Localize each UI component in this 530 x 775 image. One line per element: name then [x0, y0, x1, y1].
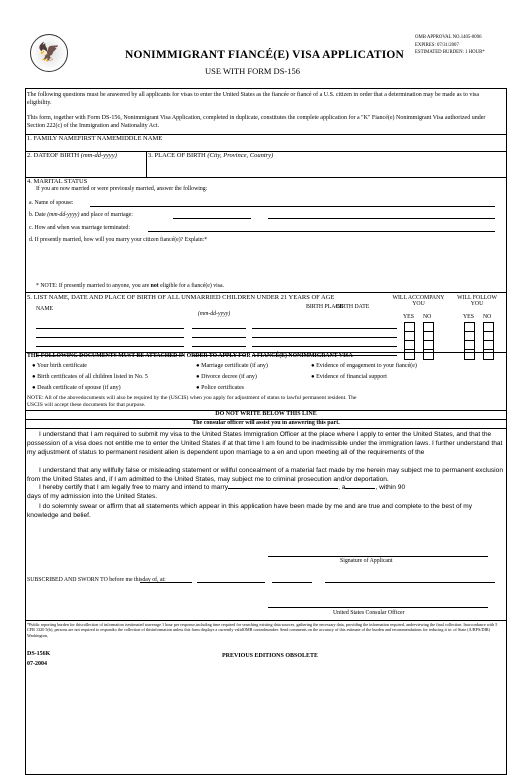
- children-col-birth-place: BIRTH PLACE: [306, 304, 343, 310]
- accompany-yes-header: YES: [403, 314, 414, 320]
- do-not-write-heading: DO NOT WRITE BELOW THIS LINE: [215, 411, 317, 417]
- child-birth-place-field[interactable]: [252, 337, 397, 338]
- doc-item-marriage-certificate: ● Marriage certificate (if any): [196, 363, 268, 369]
- child-birth-date-field[interactable]: [192, 346, 246, 347]
- sworn-label: SUBSCRIBED AND SWORN TO before me thisday of, at:: [27, 577, 166, 583]
- children-col-follow: WILL FOLLOW YOU: [457, 295, 497, 307]
- family-name-field[interactable]: [27, 143, 503, 150]
- fiance-status-field[interactable]: [345, 488, 375, 489]
- marriage-place-field[interactable]: [268, 218, 495, 219]
- consular-officer-signature-field[interactable]: [268, 607, 488, 608]
- marry-explain-field[interactable]: [29, 246, 499, 276]
- place-of-birth-label: 3. PLACE OF BIRTH (City, Province, Country): [148, 152, 274, 159]
- follow-no-header: NO: [483, 314, 492, 320]
- children-label: 5. LIST NAME, DATE AND PLACE OF BIRTH OF ALL UNMARRIED CHILDREN UNDER 21 YEARS OF AGE: [27, 294, 335, 301]
- marital-note: * NOTE: If presently married to anyone, you are not eligible for a fiancé(e) visa.: [36, 283, 225, 289]
- omb-expires: EXPIRES: 07/31/2007: [415, 42, 459, 48]
- child-name-field[interactable]: [36, 328, 184, 329]
- follow-yes-checkbox[interactable]: [464, 349, 475, 360]
- place-of-birth-field[interactable]: [150, 161, 502, 175]
- fiance-name-field[interactable]: [228, 488, 338, 489]
- solemnly-swear-paragraph: I do solemnly swear or affirm that all statements which appear in this application have been made by me and are true and complete to the best of my knowledge and belief.: [27, 503, 473, 519]
- intro-paragraph-2: This form, together with Form DS-156, Nonimmigrant Visa Application, completed in duplicate, constitutes the complete application for a "K" Fiancé(e) Nonimmigrant Visa authorized under Section 222(c) of the Immigration and Nationality Act.: [27, 115, 486, 129]
- accompany-yes-checkbox[interactable]: [404, 349, 415, 360]
- family-name-label: 1. FAMILY NAMEFIRST NAMEMIDDLE NAME: [27, 135, 163, 142]
- form-title: NONIMMIGRANT FIANCÉ(E) VISA APPLICATION: [125, 49, 405, 61]
- child-birth-place-field[interactable]: [252, 346, 397, 347]
- child-name-field[interactable]: [36, 337, 184, 338]
- understanding-paragraph: I understand that I am required to submit my visa to the United States Immigration Officer at the place where I apply to enter the United States, and that the possession of a visa does not entitle me to enter the United States if at that time I am found to be inadmissible under the immigration laws. I further understand that my adjustment of status to permanent resident alien is dependent upon marriage to a en and upon meeting all of the requirements of the: [27, 431, 503, 456]
- omb-burden: ESTIMATED BURDEN: 1 HOUR*: [415, 50, 485, 55]
- follow-no-checkbox[interactable]: [483, 349, 494, 360]
- sworn-year-field[interactable]: [272, 582, 312, 583]
- spouse-name-label: a. Name of spouse:: [29, 200, 74, 206]
- date-of-birth-field[interactable]: [27, 161, 143, 175]
- doc-item-engagement-evidence: ● Evidence of engagement to your fiancé(e): [311, 363, 417, 369]
- children-col-name: NAME: [36, 306, 54, 312]
- certify-line: I hereby certify that I am legally free to marry and intend to marry , a , within 90: [39, 484, 406, 491]
- applicant-signature-field[interactable]: [268, 556, 488, 557]
- consular-assist-heading: The consular officer will assist you in answering this part.: [192, 420, 340, 426]
- doc-item-birth-certificate: ● Your birth certificate: [32, 363, 87, 369]
- sworn-day-field[interactable]: [140, 582, 192, 583]
- marital-status-instructions: If you are now married or were previously married, answer the following:: [36, 186, 208, 192]
- admission-days-line: days of my admission into the United States.: [27, 493, 158, 500]
- doc-item-divorce-decree: ● Divorce decree (if any): [196, 374, 257, 380]
- accompany-no-checkbox[interactable]: [423, 349, 434, 360]
- marriage-date-field[interactable]: [173, 218, 251, 219]
- doc-item-financial-support: ● Evidence of financial support: [311, 374, 387, 380]
- children-col-accompany: WILL ACCOMPANY YOU: [392, 295, 445, 307]
- burden-fine-print: *Public reporting burden for thiscollection of information isestimated toaverage 1 hour per response,including time required for searching existing data sources, gathering the necessary data, providing the information required, andreviewing the final collection. Inaccordance with 5 CFR 1320 5(b), persons are not required to respondto the collection of thisinformation unless this form displays a currently validOMB controlnumber. Send comments on the accuracy of this estimate of the burden and recommendations for reducing it to: of State (A/RPS/DIR) Washington,: [27, 622, 498, 638]
- omb-info: [415, 34, 485, 57]
- documents-heading: THE FOLLOWING DOCUMENTS MUST BE ATTACHED IN ORDER TO APPLY FOR A FIANCÉ(E) NONIMMIGRANT VISA: [27, 353, 353, 359]
- sworn-month-field[interactable]: [197, 582, 265, 583]
- children-col-birth-date: BIRTH DATE: [336, 304, 370, 310]
- follow-yes-header: YES: [463, 314, 474, 320]
- doc-item-death-certificate: ● Death certificate of spouse (if any): [32, 385, 121, 391]
- child-name-field[interactable]: [36, 346, 184, 347]
- consular-officer-label: United States Consular Officer: [333, 610, 405, 616]
- marriage-terminated-label: c. How and when was marriage terminated:: [29, 225, 130, 231]
- child-birth-date-field[interactable]: [192, 337, 246, 338]
- marital-status-label: 4. MARITAL STATUS: [27, 178, 88, 185]
- intro-paragraph-1: The following questions must be answered by all applicants for visas to enter the United States as the fiancée or fiancé of a U.S. citizen in order that a determination may be made as to visa eligibility.: [27, 92, 480, 106]
- marry-explain-label: d. If presently married, how will you marry your citizen fiancé(e)? Explain:*: [29, 237, 208, 243]
- children-col-date-hint: (mm-dd-yyyy): [198, 311, 231, 317]
- great-seal-icon: 🦅: [30, 34, 68, 72]
- marriage-date-place-label: b. Date (mm-dd-yyyy) and place of marriage:: [29, 212, 133, 218]
- form-id: DS-156K: [27, 651, 51, 657]
- sworn-place-field[interactable]: [325, 582, 495, 583]
- doc-item-police-certificates: ● Police certificates: [196, 385, 244, 391]
- marriage-terminated-field[interactable]: [148, 231, 495, 232]
- documents-note: NOTE: All of the abovedocuments will also be required by the (USCIS) when you apply for adjustment of status to lawful permanent resident. The USCIS will accept these documents for that purpose.: [27, 395, 357, 408]
- date-of-birth-label: 2. DATEOF BIRTH (mm-dd-yyyy): [27, 152, 117, 159]
- previous-editions-obsolete: PREVIOUS EDITIONS OBSOLETE: [222, 653, 319, 659]
- spouse-name-field[interactable]: [90, 206, 495, 207]
- accompany-no-header: NO: [423, 314, 432, 320]
- applicant-signature-label: Signature of Applicant: [340, 558, 393, 564]
- form-date: 07-2004: [27, 661, 47, 667]
- child-birth-date-field[interactable]: [192, 328, 246, 329]
- form-subtitle: USE WITH FORM DS-156: [205, 66, 301, 76]
- false-statement-paragraph: I understand that any willfully false or misleading statement or willful concealment of a material fact made by me herein may subject me to permanent exclusion from the United States and, if I am admitted to the United States, may subject me to criminal prosecution and/or deportation.: [27, 467, 503, 483]
- doc-item-children-birth-certificates: ● Birth certificates of all children listed in No. 5: [32, 374, 148, 380]
- omb-approval: OMB APPROVAL NO.1405-0096: [415, 35, 482, 40]
- child-birth-place-field[interactable]: [252, 328, 397, 329]
